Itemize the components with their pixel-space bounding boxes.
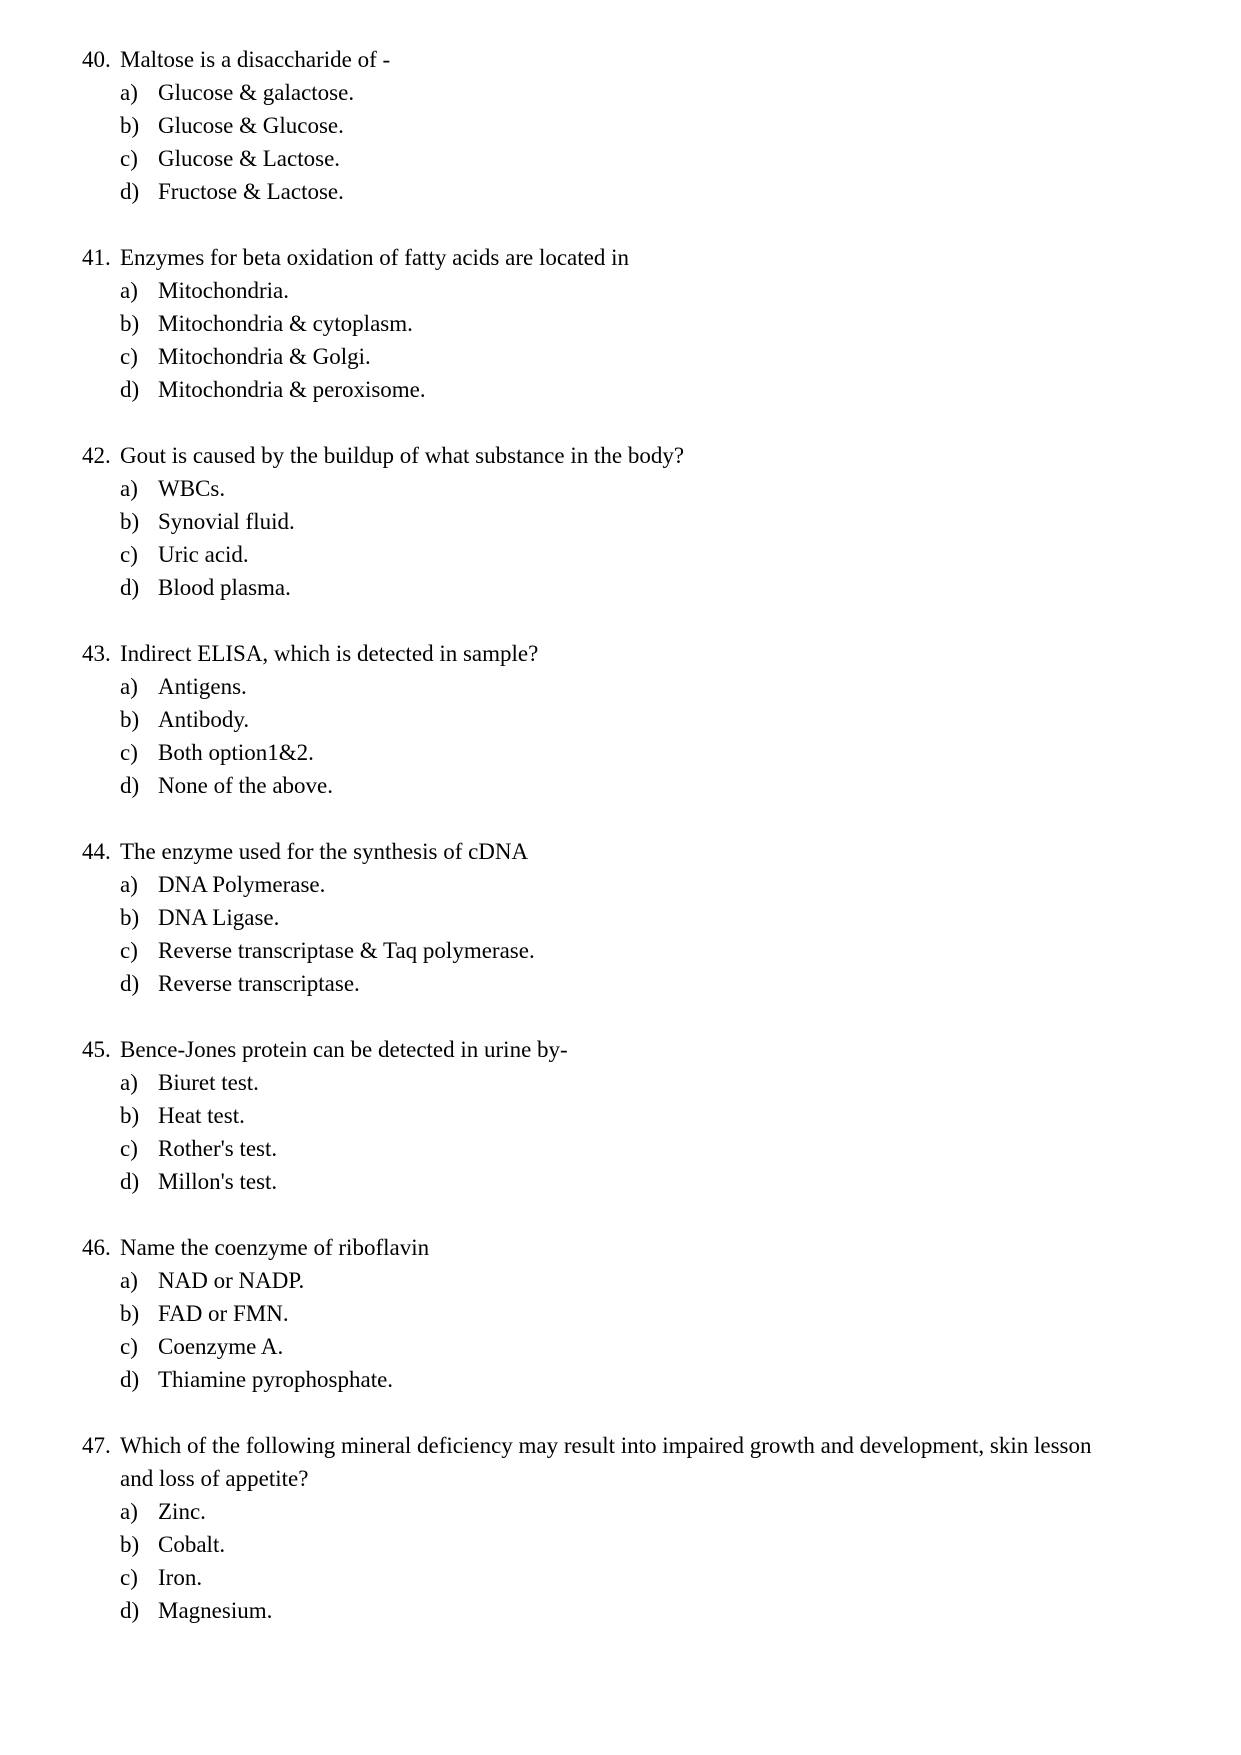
question-number: 43.: [82, 641, 111, 666]
question-43: [82, 637, 1162, 802]
option-list: [82, 76, 1162, 208]
option-c: [120, 142, 1162, 175]
option-label: c): [120, 146, 138, 171]
option-list: [82, 868, 1162, 1000]
question-text: Maltose is a disaccharide of -: [120, 47, 391, 72]
option-label: c): [120, 938, 138, 963]
question-number: 40.: [82, 47, 111, 72]
question-45: [82, 1033, 1162, 1198]
option-a: [120, 1495, 1162, 1528]
option-label: b): [120, 905, 140, 930]
option-a: [120, 1066, 1162, 1099]
option-d: [120, 769, 1162, 802]
option-label: b): [120, 1301, 140, 1326]
option-label: a): [120, 80, 138, 105]
option-text: Thiamine pyrophosphate.: [158, 1367, 394, 1392]
option-text: Glucose & Glucose.: [158, 113, 344, 138]
option-text: DNA Ligase.: [158, 905, 280, 930]
option-label: c): [120, 344, 138, 369]
option-c: [120, 1561, 1162, 1594]
option-text: NAD or NADP.: [158, 1268, 305, 1293]
option-text: Blood plasma.: [158, 575, 291, 600]
option-text: Zinc.: [158, 1499, 206, 1524]
option-label: d): [120, 1367, 140, 1392]
option-b: [120, 703, 1162, 736]
option-b: [120, 505, 1162, 538]
option-label: d): [120, 179, 140, 204]
option-c: [120, 538, 1162, 571]
question-text: Bence-Jones protein can be detected in urine by-: [120, 1037, 568, 1062]
option-d: [120, 571, 1162, 604]
option-d: [120, 373, 1162, 406]
option-text: Antigens.: [158, 674, 247, 699]
option-text: Mitochondria & Golgi.: [158, 344, 371, 369]
option-label: b): [120, 113, 140, 138]
option-text: Coenzyme A.: [158, 1334, 284, 1359]
option-b: [120, 901, 1162, 934]
option-b: [120, 307, 1162, 340]
option-text: Biuret test.: [158, 1070, 259, 1095]
option-b: [120, 1099, 1162, 1132]
question-stem: [82, 1231, 1162, 1264]
question-44: [82, 835, 1162, 1000]
question-stem: [82, 835, 1162, 868]
option-d: [120, 1594, 1162, 1627]
option-c: [120, 340, 1162, 373]
option-label: b): [120, 311, 140, 336]
option-text: Both option1&2.: [158, 740, 314, 765]
option-label: a): [120, 476, 138, 501]
option-text: Uric acid.: [158, 542, 249, 567]
option-text: Magnesium.: [158, 1598, 273, 1623]
option-b: [120, 109, 1162, 142]
option-label: a): [120, 674, 138, 699]
question-text: Gout is caused by the buildup of what substance in the body?: [120, 443, 685, 468]
option-b: [120, 1297, 1162, 1330]
option-text: Rother's test.: [158, 1136, 278, 1161]
question-41: [82, 241, 1162, 406]
question-46: [82, 1231, 1162, 1396]
option-a: [120, 868, 1162, 901]
option-label: c): [120, 542, 138, 567]
option-label: b): [120, 509, 140, 534]
option-text: Mitochondria & cytoplasm.: [158, 311, 413, 336]
question-number: 42.: [82, 443, 111, 468]
option-text: Cobalt.: [158, 1532, 226, 1557]
option-label: b): [120, 707, 140, 732]
option-a: [120, 472, 1162, 505]
option-c: [120, 1330, 1162, 1363]
option-text: Fructose & Lactose.: [158, 179, 344, 204]
question-number: 44.: [82, 839, 111, 864]
option-c: [120, 1132, 1162, 1165]
option-label: a): [120, 872, 138, 897]
option-d: [120, 967, 1162, 1000]
option-label: c): [120, 740, 138, 765]
question-stem: [82, 1429, 1162, 1495]
question-text: Enzymes for beta oxidation of fatty acids are located in: [120, 245, 629, 270]
option-a: [120, 76, 1162, 109]
option-text: Reverse transcriptase.: [158, 971, 360, 996]
option-label: a): [120, 278, 138, 303]
option-b: [120, 1528, 1162, 1561]
option-text: FAD or FMN.: [158, 1301, 289, 1326]
option-list: [82, 1495, 1162, 1627]
option-label: a): [120, 1499, 138, 1524]
option-label: a): [120, 1268, 138, 1293]
option-text: Mitochondria.: [158, 278, 289, 303]
question-47: [82, 1429, 1162, 1627]
option-label: d): [120, 971, 140, 996]
option-label: c): [120, 1565, 138, 1590]
option-text: Glucose & galactose.: [158, 80, 355, 105]
question-text: The enzyme used for the synthesis of cDNA: [120, 839, 529, 864]
question-number: 46.: [82, 1235, 111, 1260]
option-c: [120, 934, 1162, 967]
option-text: None of the above.: [158, 773, 333, 798]
option-a: [120, 1264, 1162, 1297]
option-label: d): [120, 773, 140, 798]
option-label: a): [120, 1070, 138, 1095]
option-label: d): [120, 575, 140, 600]
option-text: DNA Polymerase.: [158, 872, 326, 897]
question-stem: [82, 43, 1162, 76]
question-number: 45.: [82, 1037, 111, 1062]
option-c: [120, 736, 1162, 769]
option-text: Reverse transcriptase & Taq polymerase.: [158, 938, 535, 963]
option-text: Iron.: [158, 1565, 203, 1590]
option-label: b): [120, 1532, 140, 1557]
option-text: Antibody.: [158, 707, 250, 732]
option-label: d): [120, 1169, 140, 1194]
question-text: Name the coenzyme of riboflavin: [120, 1235, 430, 1260]
question-stem: [82, 241, 1162, 274]
option-text: Heat test.: [158, 1103, 245, 1128]
option-list: [82, 1066, 1162, 1198]
option-label: c): [120, 1136, 138, 1161]
option-text: Mitochondria & peroxisome.: [158, 377, 426, 402]
question-40: [82, 43, 1162, 208]
question-stem: [82, 1033, 1162, 1066]
option-label: d): [120, 1598, 140, 1623]
option-text: Synovial fluid.: [158, 509, 295, 534]
option-label: b): [120, 1103, 140, 1128]
option-list: [82, 274, 1162, 406]
question-stem: [82, 439, 1162, 472]
option-label: c): [120, 1334, 138, 1359]
option-d: [120, 1363, 1162, 1396]
question-stem: [82, 637, 1162, 670]
question-number: 41.: [82, 245, 111, 270]
question-sheet: [82, 43, 1162, 1660]
option-d: [120, 175, 1162, 208]
option-list: [82, 670, 1162, 802]
option-text: WBCs.: [158, 476, 226, 501]
question-42: [82, 439, 1162, 604]
option-a: [120, 670, 1162, 703]
question-text: Which of the following mineral deficiency may result into impaired growth and development, skin lesson and loss of appetite?: [120, 1433, 1092, 1491]
option-list: [82, 1264, 1162, 1396]
question-number: 47.: [82, 1433, 111, 1458]
option-label: d): [120, 377, 140, 402]
option-text: Millon's test.: [158, 1169, 278, 1194]
option-text: Glucose & Lactose.: [158, 146, 341, 171]
option-d: [120, 1165, 1162, 1198]
option-list: [82, 472, 1162, 604]
question-text: Indirect ELISA, which is detected in sample?: [120, 641, 539, 666]
option-a: [120, 274, 1162, 307]
